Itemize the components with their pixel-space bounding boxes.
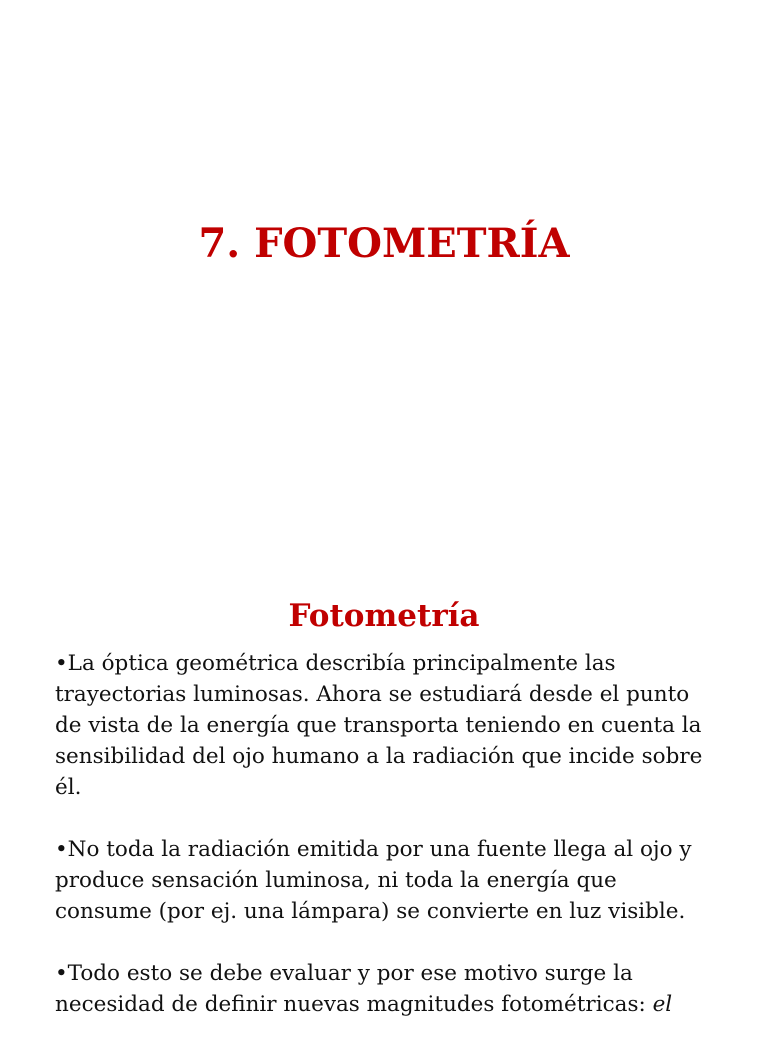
paragraph-optica: •La óptica geométrica describía principalmente las trayectorias luminosas. Ahora se estudiará desde el punto de vista de la energía que transporta teniendo en cuenta la sensibilidad del ojo humano a la radiación que incide sobre él.: [55, 651, 703, 800]
paragraph-magnitudes: [55, 958, 735, 1020]
section-title: Fotometría: [288, 598, 480, 634]
main-title: 7. FOTOMETRÍA: [198, 220, 570, 267]
paragraph-magnitudes-italic: el: [652, 992, 673, 1017]
paragraph-magnitudes-text: •Todo esto se debe evaluar y por ese motivo surge la necesidad de definir nuevas magnitudes fotométricas:: [55, 961, 646, 1017]
body-text: [55, 648, 735, 1051]
paragraph-radiacion: •No toda la radiación emitida por una fuente llega al ojo y produce sensación luminosa, ni toda la energía que consume (por ej. una lámpara) se convierte en luz visible.: [55, 837, 692, 924]
slide-fotometria: [0, 570, 768, 1024]
